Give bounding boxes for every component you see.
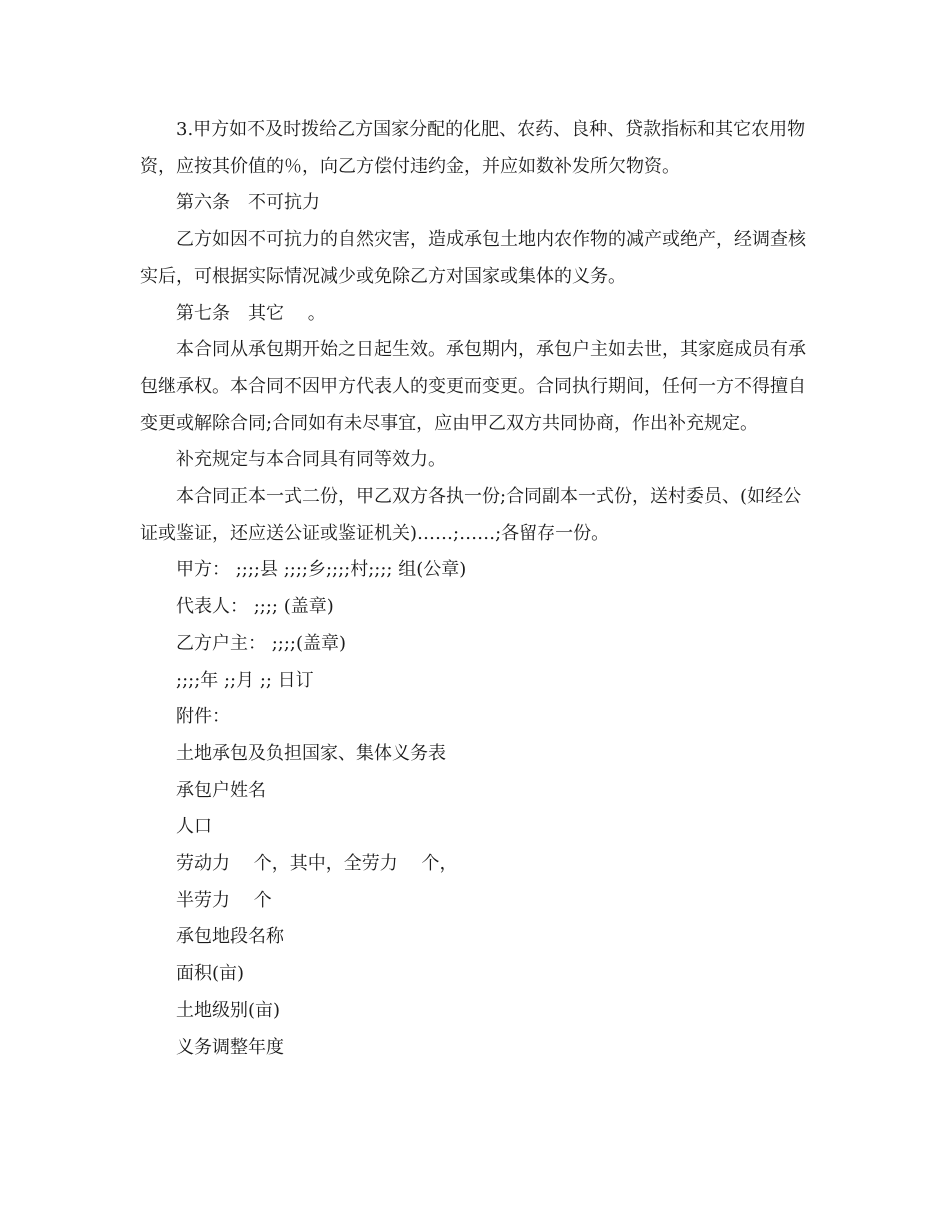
field-population: 人口 [176, 816, 212, 838]
party-a-signature-line: 甲方： ;;;;县 ;;;;乡;;;;村;;;; 组(公章) [176, 559, 467, 581]
document-body [140, 112, 812, 1066]
article-6-heading: 第六条 不可抗力 [176, 192, 320, 214]
supplement-text: 补充规定与本合同具有同等效力。 [176, 449, 446, 471]
clause-3-penalty: 3.甲方如不及时拨给乙方国家分配的化肥、农药、良种、贷款指标和其它农用物资，应按其价值的％，向乙方偿付违约金，并应如数补发所欠物资。 [140, 119, 806, 177]
date-line: ;;;;年 ;;月 ;; 日订 [176, 669, 314, 691]
field-area: 面积(亩) [176, 963, 245, 985]
field-half-labor: 半劳力 个 [176, 889, 272, 911]
field-plot-name: 承包地段名称 [176, 926, 284, 948]
field-labor-force: 劳动力 个，其中，全劳力 个， [176, 853, 458, 875]
article-6-text: 乙方如因不可抗力的自然灾害，造成承包土地内农作物的减产或绝产，经调查核实后，可根据实际情况减少或免除乙方对国家或集体的义务。 [140, 229, 806, 287]
representative-signature-line: 代表人： ;;;; (盖章) [176, 596, 334, 618]
attachment-label: 附件： [176, 706, 230, 728]
copies-text: 本合同正本一式二份，甲乙双方各执一份;合同副本一式份，送村委员、(如经公证或鉴证，还应送公证或鉴证机关)……;……;各留存一份。 [140, 486, 802, 544]
article-7-heading: 第七条 其它 。 [176, 302, 326, 324]
attachment-title: 土地承包及负担国家、集体义务表 [176, 742, 446, 764]
field-household-name: 承包户姓名 [176, 779, 266, 801]
party-b-signature-line: 乙方户主： ;;;;(盖章) [176, 632, 347, 654]
field-land-grade: 土地级别(亩) [176, 999, 281, 1021]
field-adjustment-year: 义务调整年度 [176, 1036, 284, 1058]
article-7-text: 本合同从承包期开始之日起生效。承包期内，承包户主如去世，其家庭成员有承包继承权。本合同不因甲方代表人的变更而变更。合同执行期间，任何一方不得擅自变更或解除合同;合同如有未尽事宜，应由甲乙双方共同协商，作出补充规定。 [140, 339, 806, 434]
